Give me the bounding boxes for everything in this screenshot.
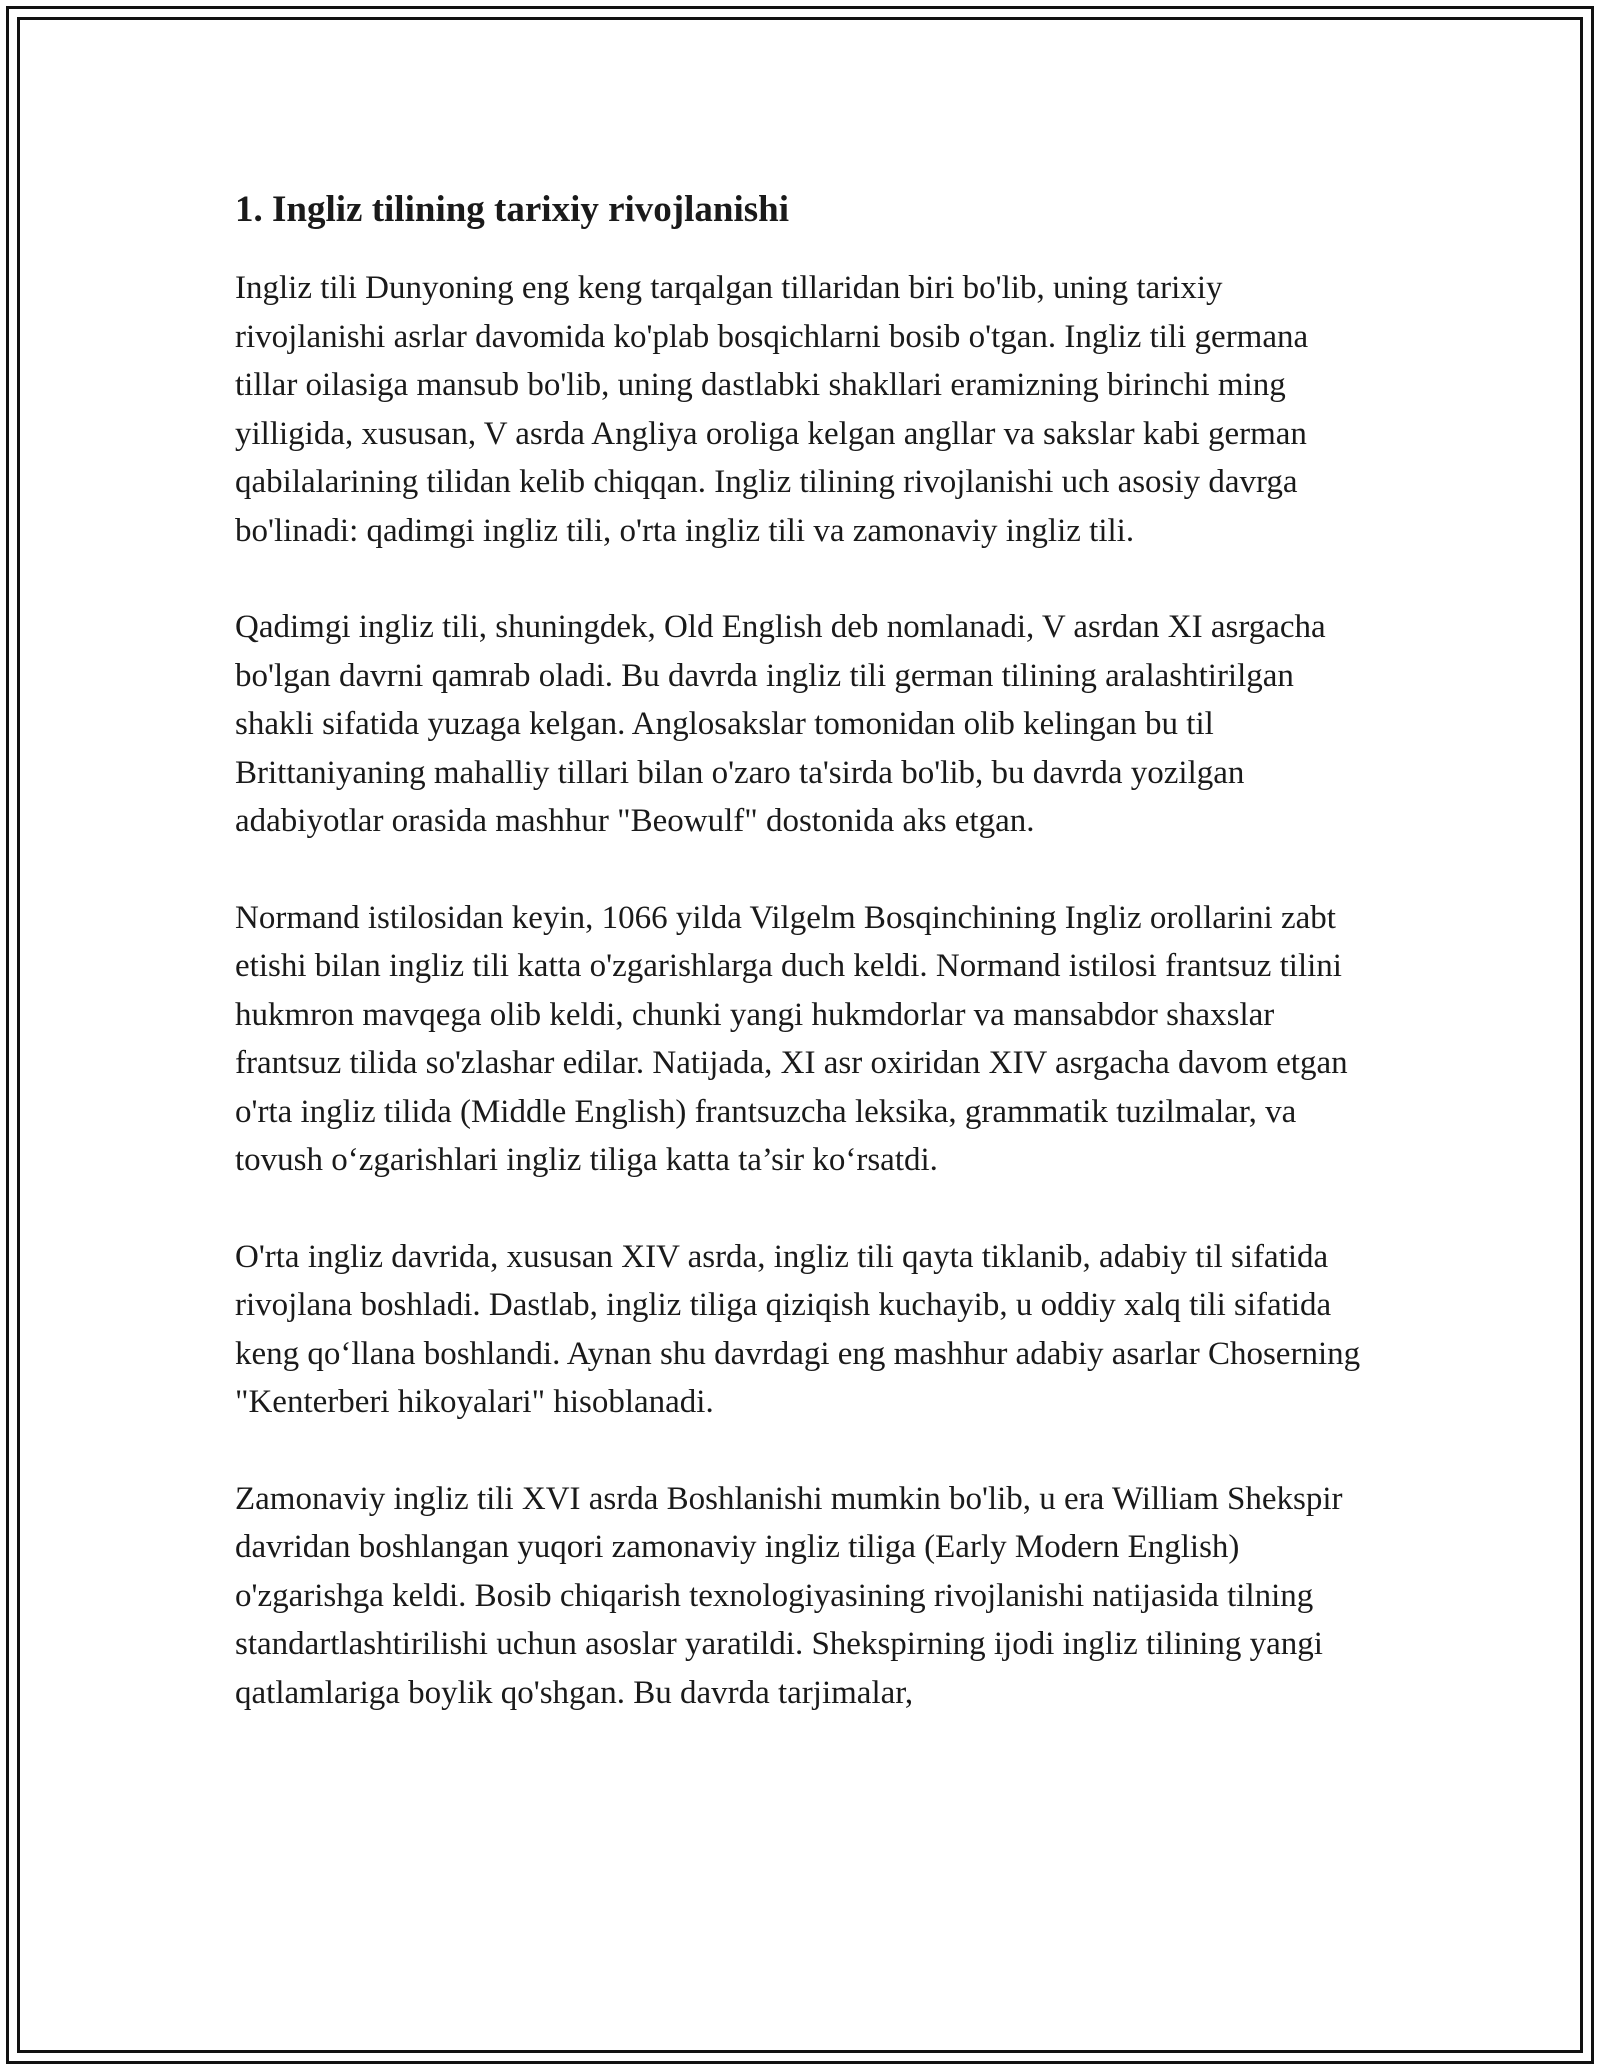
paragraph-2: Qadimgi ingliz tili, shuningdek, Old English deb nomlanadi, V asrdan XI asrgacha bo'lgan davrni qamrab oladi. Bu davrda ingliz tili german tilining aralashtirilgan shakli sifatida yuzaga kelgan. Anglosakslar tomonidan olib kelingan bu til Brittaniyaning mahalliy tillari bilan o'zaro ta'sirda bo'lib, bu davrda yozilgan adabiyotlar orasida mashhur "Beowulf" dostonida aks etgan.	[235, 609, 1326, 839]
section-heading: 1. Ingliz tilining tarixiy rivojlanishi	[235, 189, 790, 230]
paragraph-3: Normand istilosidan keyin, 1066 yilda Vilgelm Bosqinchining Ingliz orollarini zabt etishi bilan ingliz tili katta o'zgarishlarga duch keldi. Normand istilosi frantsuz tilini hukmron mavqega olib keldi, chunki yangi hukmdorlar va mansabdor shaxslar frantsuz tilida so'zlashar edilar. Natijada, XI asr oxiridan XIV asrgacha davom etgan o'rta ingliz tilida (Middle English) frantsuzcha leksika, grammatik tuzilmalar, va tovush o‘zgarishlari ingliz tiliga katta ta’sir ko‘rsatdi.	[235, 899, 1348, 1178]
paragraph-5: Zamonaviy ingliz tili XVI asrda Boshlanishi mumkin bo'lib, u era William Shekspir davridan boshlangan yuqori zamonaviy ingliz tiliga (Early Modern English) o'zgarishga keldi. Bosib chiqarish texnologiyasining rivojlanishi natijasida tilning standartlashtirilishi uchun asoslar yaratildi. Shekspirning ijodi ingliz tilining yangi qatlamlariga boylik qo'shgan. Bu davrda tarjimalar,	[235, 1480, 1343, 1711]
paragraph-1: Ingliz tili Dunyoning eng keng tarqalgan tillaridan biri bo'lib, uning tarixiy rivojlanishi asrlar davomida ko'plab bosqichlarni bosib o'tgan. Ingliz tili germana tillar oilasiga mansub bo'lib, uning dastlabki shakllari eramizning birinchi ming yilligida, xususan, V asrda Angliya oroliga kelgan angllar va sakslar kabi german qabilalarining tilidan kelib chiqqan. Ingliz tilining rivojlanishi uch asosiy davrga bo'linadi: qadimgi ingliz tili, o'rta ingliz tili va zamonaviy ingliz tili.	[235, 270, 1309, 549]
paragraph-4: O'rta ingliz davrida, xususan XIV asrda, ingliz tili qayta tiklanib, adabiy til sifatida rivojlana boshladi. Dastlab, ingliz tiliga qiziqish kuchayib, u oddiy xalq tili sifatida keng qo‘llana boshlandi. Aynan shu davrdagi eng mashhur adabiy asarlar Choserning "Kenterberi hikoyalari" hisoblanadi.	[235, 1238, 1361, 1420]
document-body	[235, 186, 1370, 1765]
